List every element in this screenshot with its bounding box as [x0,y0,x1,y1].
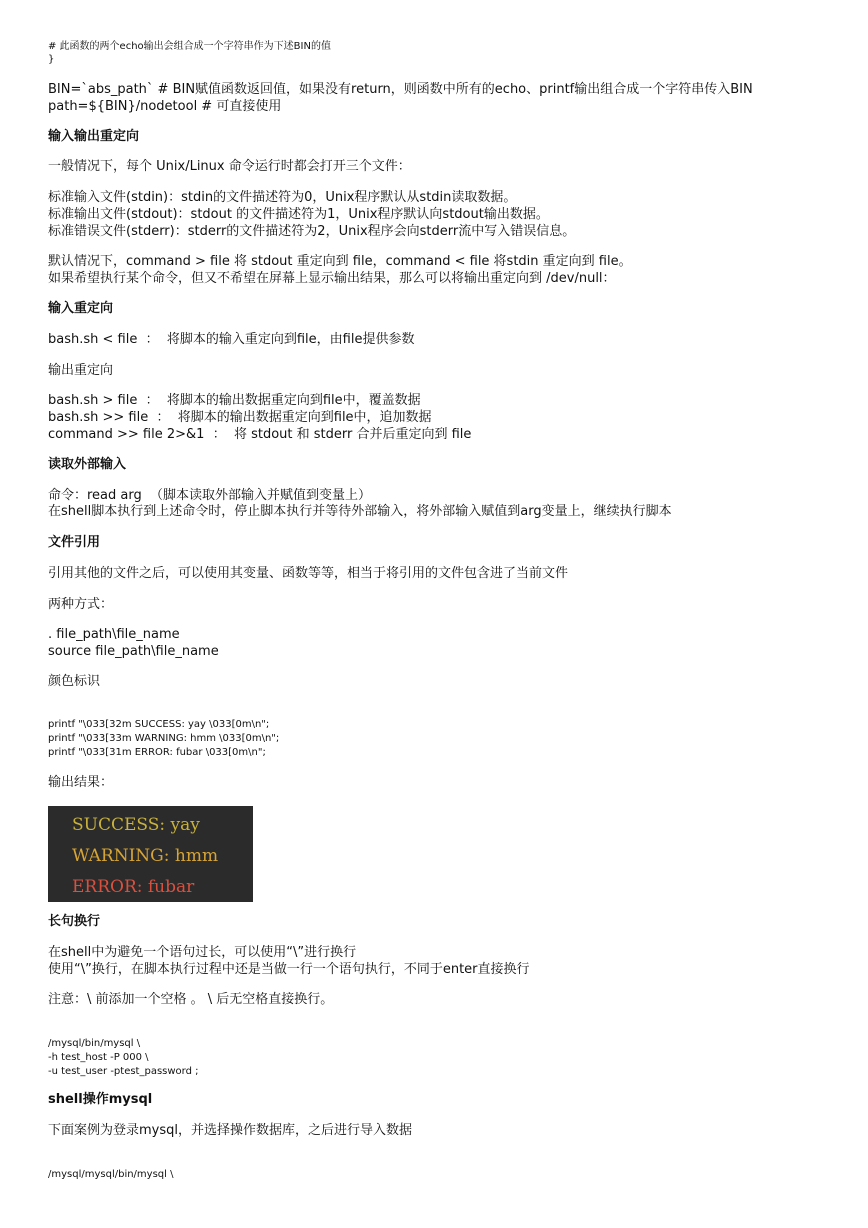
code-brace: } [48,54,55,65]
paragraph: 下面案例为登录mysql，并选择操作数据库，之后进行导入数据 [48,1123,412,1138]
terminal-success-line: SUCCESS: yay [72,815,200,835]
paragraph: 默认情况下，command > file 将 stdout 重定向到 file，command < file 将stdin 重定向到 file。 [48,254,632,269]
heading-input-redirect: 输入重定向 [48,301,114,316]
heading-long-line: 长句换行 [48,914,101,929]
code-line: source file_path\file_name [48,644,219,659]
code-line: printf "\033[31m ERROR: fubar \033[0m\n"; [48,747,266,758]
terminal-warning-line: WARNING: hmm [72,846,219,866]
paragraph: 在shell脚本执行到上述命令时，停止脚本执行并等待外部输入，将外部输入赋值到arg变量上，继续执行脚本 [48,504,672,519]
paragraph: 命令：read arg （脚本读取外部输入并赋值到变量上） [48,488,372,503]
terminal-output-image [48,806,253,902]
heading-file-include: 文件引用 [48,535,101,550]
note-paragraph: 注意：\ 前添加一个空格 。 \ 后无空格直接换行。 [48,992,334,1007]
paragraph: bash.sh < file ： 将脚本的输入重定向到file，由file提供参数 [48,332,415,347]
heading-read-input: 读取外部输入 [48,457,127,472]
paragraph: bash.sh > file ： 将脚本的输出数据重定向到file中，覆盖数据 [48,393,421,408]
code-line: . file_path\file_name [48,627,180,642]
stderr-line: 标准错误文件(stderr)：stderr的文件描述符为2，Unix程序会向stderr流中写入错误信息。 [48,224,576,239]
paragraph: 如果希望执行某个命令，但又不希望在屏幕上显示输出结果，那么可以将输出重定向到 /dev/null： [48,271,616,286]
stdin-line: 标准输入文件(stdin)：stdin的文件描述符为0，Unix程序默认从stdin读取数据。 [48,190,517,205]
code-comment: # 此函数的两个echo输出会组合成一个字符串作为下述BIN的值 [48,41,331,52]
heading-output-redirect: 输出重定向 [48,363,114,378]
terminal-error-line: ERROR: fubar [72,877,195,897]
paragraph: 一般情况下，每个 Unix/Linux 命令运行时都会打开三个文件： [48,159,411,174]
paragraph: 两种方式： [48,597,114,612]
paragraph: 在shell中为避免一个语句过长，可以使用“\”进行换行 [48,945,357,960]
code-line: -u test_user -ptest_password ; [48,1066,199,1077]
heading-color: 颜色标识 [48,674,101,689]
output-label: 输出结果： [48,775,114,790]
heading-io-redirect: 输入输出重定向 [48,129,140,144]
paragraph: bash.sh >> file ： 将脚本的输出数据重定向到file中，追加数据 [48,410,432,425]
paragraph: 使用“\”换行，在脚本执行过程中还是当做一行一个语句执行，不同于enter直接换行 [48,962,530,977]
heading-shell-mysql: shell操作mysql [48,1092,153,1107]
code-line: printf "\033[33m WARNING: hmm \033[0m\n"; [48,733,280,744]
path-line: path=${BIN}/nodetool # 可直接使用 [48,99,282,114]
code-line: /mysql/bin/mysql \ [48,1038,141,1049]
paragraph: command >> file 2>&1 ： 将 stdout 和 stderr 合并后重定向到 file [48,427,472,442]
code-line: /mysql/mysql/bin/mysql \ [48,1169,174,1180]
stdout-line: 标准输出文件(stdout)：stdout 的文件描述符为1，Unix程序默认向stdout输出数据。 [48,207,549,222]
bin-line: BIN=`abs_path` # BIN赋值函数返回值，如果没有return，则函数中所有的echo、printf输出组合成一个字符串传入BIN [48,82,753,97]
code-line: -h test_host -P 000 \ [48,1052,149,1063]
code-line: printf "\033[32m SUCCESS: yay \033[0m\n"; [48,719,270,730]
paragraph: 引用其他的文件之后，可以使用其变量、函数等等，相当于将引用的文件包含进了当前文件 [48,566,569,581]
